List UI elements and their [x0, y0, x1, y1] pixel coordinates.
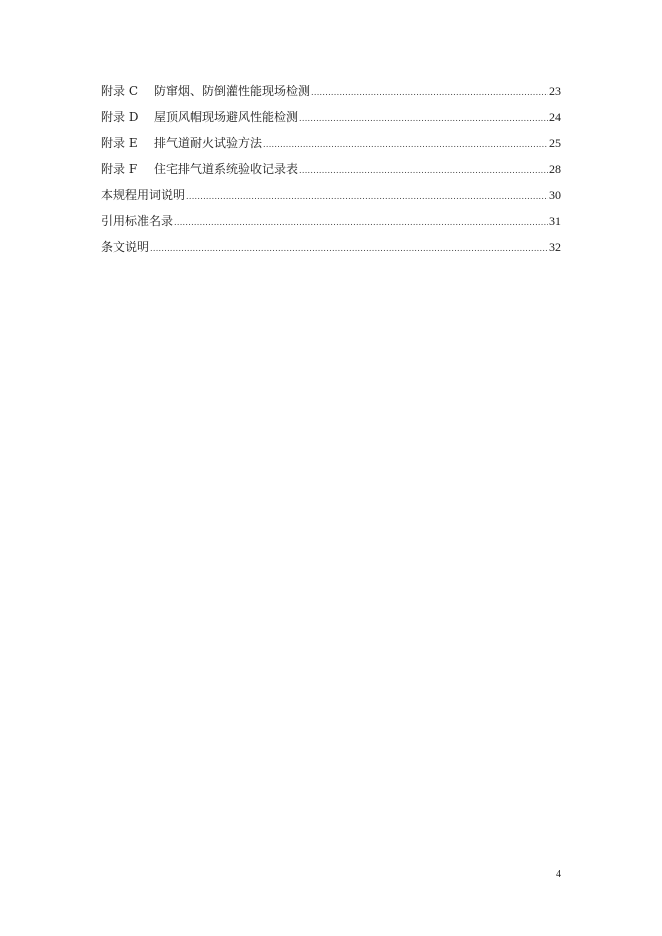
toc-entry-label [101, 185, 185, 205]
toc-entry-page: 25 [549, 136, 561, 150]
page-number: 4 [556, 869, 561, 880]
toc-entry-referenced-standards[interactable] [101, 211, 561, 237]
toc-entry-label [101, 159, 298, 179]
dot-leader [299, 161, 548, 181]
toc-entry-title: 防窜烟、防倒灌性能现场检测 [154, 84, 311, 98]
toc-entry-page: 28 [549, 162, 561, 176]
toc-entry-prefix: 附录 C [101, 84, 138, 98]
table-of-contents [101, 81, 561, 263]
toc-entry-page: 24 [549, 110, 561, 124]
toc-entry-clause-explanation[interactable] [101, 237, 561, 263]
toc-entry-title: 屋顶风帽现场避风性能检测 [154, 110, 299, 124]
toc-entry-prefix: 附录 E [101, 136, 138, 150]
toc-entry-appendix-e[interactable] [101, 133, 561, 159]
dot-leader [263, 135, 548, 155]
dot-leader [299, 109, 548, 129]
toc-entry-title: 住宅排气道系统验收记录表 [154, 162, 299, 176]
toc-entry-title: 排气道耐火试验方法 [154, 136, 263, 150]
toc-entry-appendix-f[interactable] [101, 159, 561, 185]
toc-entry-label [101, 81, 310, 101]
toc-entry-page: 23 [549, 84, 561, 98]
toc-entry-page: 30 [549, 188, 561, 202]
toc-entry-page: 31 [549, 214, 561, 228]
toc-entry-title: 条文说明 [101, 240, 150, 254]
toc-entry-terms-explanation[interactable] [101, 185, 561, 211]
toc-entry-label [101, 133, 262, 153]
toc-entry-label [101, 237, 149, 257]
toc-entry-title: 本规程用词说明 [101, 188, 186, 202]
toc-entry-page: 32 [549, 240, 561, 254]
toc-entry-label [101, 107, 298, 127]
toc-entry-prefix: 附录 F [101, 162, 138, 176]
toc-entry-appendix-d[interactable] [101, 107, 561, 133]
dot-leader [311, 83, 548, 103]
toc-entry-title: 引用标准名录 [101, 214, 174, 228]
dot-leader [186, 187, 548, 207]
toc-entry-prefix: 附录 D [101, 110, 139, 124]
toc-entry-appendix-c[interactable] [101, 81, 561, 107]
dot-leader [174, 213, 548, 233]
toc-entry-label [101, 211, 173, 231]
dot-leader [150, 239, 548, 259]
